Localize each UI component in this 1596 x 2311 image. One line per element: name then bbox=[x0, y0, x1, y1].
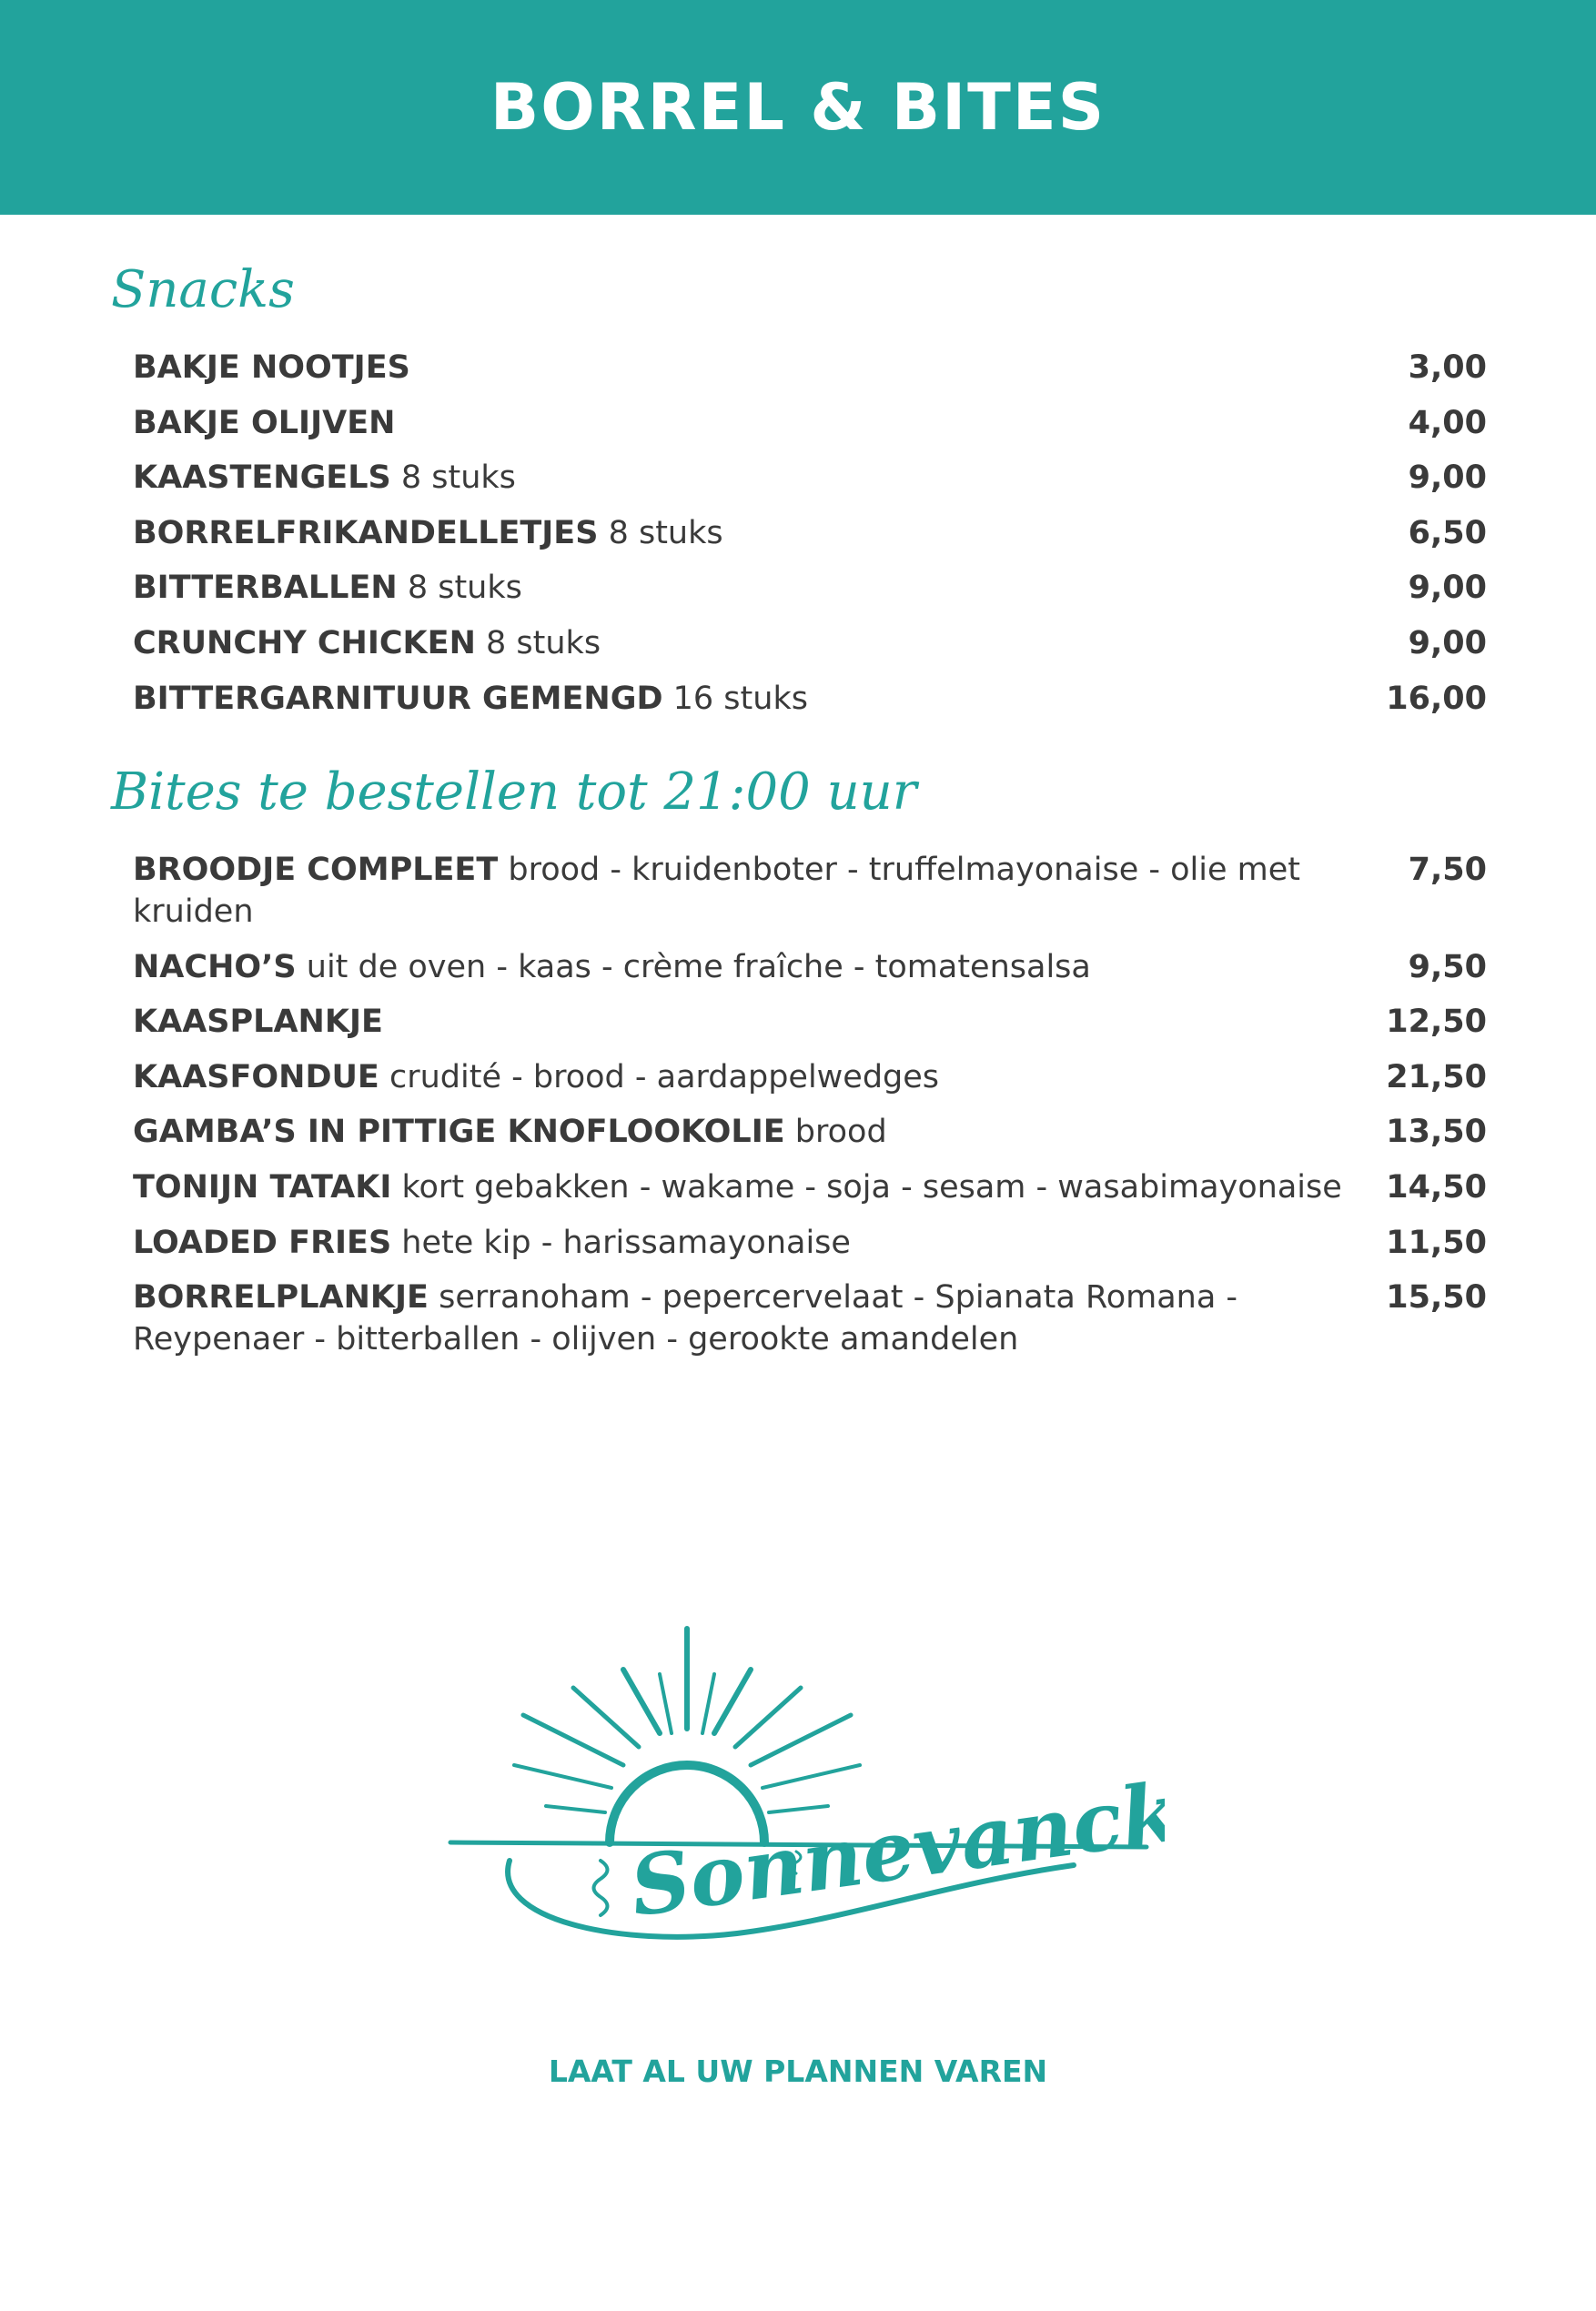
section-title-bites: Bites te bestellen tot 21:00 uur bbox=[111, 762, 917, 822]
item-desc: kort gebakken - wakame - soja - sesam - wasabimayonaise bbox=[401, 1168, 1342, 1206]
item-desc: 8 stuks bbox=[486, 624, 601, 661]
item-desc: crudité - brood - aardappelwedges bbox=[389, 1058, 940, 1095]
bites-list bbox=[133, 849, 1487, 1374]
item-price: 9,00 bbox=[1408, 570, 1487, 607]
menu-item bbox=[133, 946, 1487, 988]
brand-logo bbox=[437, 1620, 1165, 2002]
item-price: 3,00 bbox=[1408, 349, 1487, 386]
menu-item bbox=[133, 567, 1487, 609]
item-price: 16,00 bbox=[1386, 680, 1487, 717]
item-name: BAKJE OLIJVEN bbox=[133, 404, 396, 441]
item-desc: brood bbox=[794, 1114, 887, 1151]
header-banner bbox=[0, 0, 1596, 215]
menu-item bbox=[133, 402, 1487, 444]
item-price: 9,00 bbox=[1408, 459, 1487, 497]
item-name: KAASPLANKJE bbox=[133, 1004, 383, 1041]
menu-item bbox=[133, 347, 1487, 389]
item-price: 21,50 bbox=[1386, 1058, 1487, 1095]
item-desc: hete kip - harissamayonaise bbox=[401, 1224, 851, 1261]
item-desc: uit de oven - kaas - crème fraîche - tomatensalsa bbox=[306, 948, 1091, 985]
item-price: 9,00 bbox=[1408, 624, 1487, 661]
item-price: 9,50 bbox=[1408, 948, 1487, 985]
item-name: CRUNCHY CHICKEN bbox=[133, 624, 476, 661]
item-desc: serranoham - pepercervelaat - Spianata Romana - Reypenaer - bitterballen - olijven - gerookte amandelen bbox=[133, 1279, 1238, 1358]
item-name: GAMBA’S IN PITTIGE KNOFLOOKOLIE bbox=[133, 1114, 785, 1151]
menu-item bbox=[133, 1111, 1487, 1153]
item-desc: brood - kruidenboter - truffelmayonaise - olie met kruiden bbox=[133, 852, 1300, 930]
menu-item bbox=[133, 457, 1487, 499]
menu-item bbox=[133, 622, 1487, 664]
item-name: NACHO’S bbox=[133, 948, 297, 985]
item-price: 15,50 bbox=[1386, 1279, 1487, 1317]
menu-item bbox=[133, 678, 1487, 720]
item-price: 4,00 bbox=[1408, 404, 1487, 441]
item-price: 14,50 bbox=[1386, 1168, 1487, 1206]
sun-logo-icon bbox=[437, 1620, 1165, 2002]
item-name: BORRELPLANKJE bbox=[133, 1279, 429, 1317]
tagline: LAAT AL UW PLANNEN VAREN bbox=[548, 2054, 1048, 2089]
menu-item bbox=[133, 1001, 1487, 1043]
page-title: BORREL & BITES bbox=[490, 70, 1106, 145]
item-price: 6,50 bbox=[1408, 514, 1487, 551]
item-desc: 8 stuks bbox=[400, 459, 516, 497]
logo-wordmark: Sonnevanck bbox=[624, 1763, 1165, 1936]
item-name: LOADED FRIES bbox=[133, 1224, 392, 1261]
item-desc: 8 stuks bbox=[407, 570, 522, 607]
item-name: KAASFONDUE bbox=[133, 1058, 379, 1095]
item-price: 11,50 bbox=[1386, 1224, 1487, 1261]
menu-item bbox=[133, 849, 1487, 933]
snacks-list bbox=[133, 347, 1487, 732]
item-price: 13,50 bbox=[1386, 1114, 1487, 1151]
item-name: BITTERBALLEN bbox=[133, 570, 398, 607]
item-name: TONIJN TATAKI bbox=[133, 1168, 392, 1206]
item-name: KAASTENGELS bbox=[133, 459, 391, 497]
item-name: BROODJE COMPLEET bbox=[133, 852, 499, 888]
menu-item bbox=[133, 1222, 1487, 1264]
item-desc: 8 stuks bbox=[608, 514, 723, 551]
menu-item bbox=[133, 1166, 1487, 1208]
item-name: BORRELFRIKANDELLETJES bbox=[133, 514, 599, 551]
menu-item bbox=[133, 512, 1487, 554]
menu-item bbox=[133, 1277, 1487, 1360]
item-price: 12,50 bbox=[1386, 1004, 1487, 1041]
item-desc: 16 stuks bbox=[672, 680, 808, 717]
item-name: BITTERGARNITUUR GEMENGD bbox=[133, 680, 663, 717]
section-title-snacks: Snacks bbox=[111, 260, 295, 319]
menu-item bbox=[133, 1056, 1487, 1098]
item-price: 7,50 bbox=[1408, 852, 1487, 888]
item-name: BAKJE NOOTJES bbox=[133, 349, 410, 386]
